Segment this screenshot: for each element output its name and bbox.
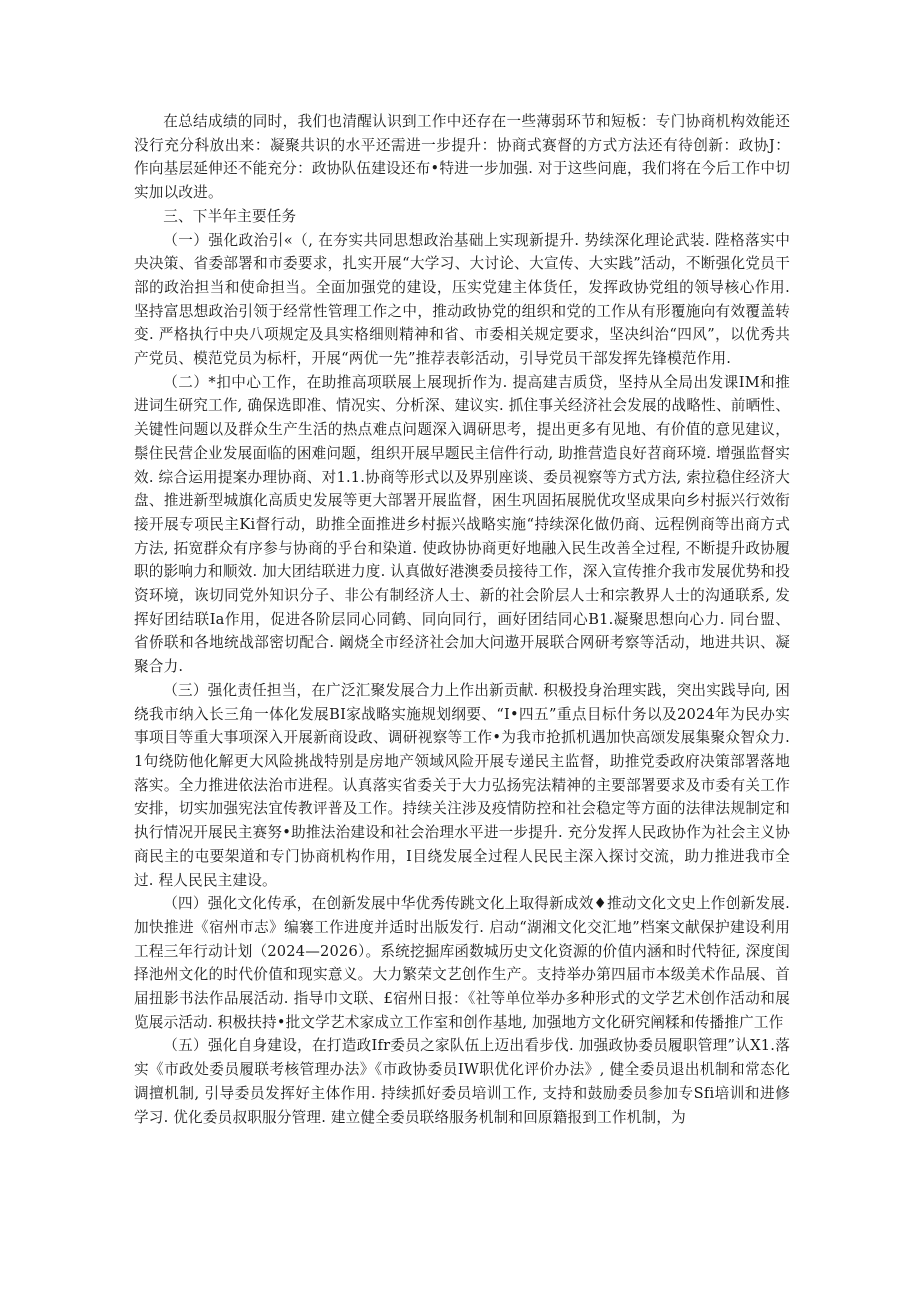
document-body xyxy=(134,110,790,1129)
section-heading-tasks: 三、下半年主要任务 xyxy=(163,207,297,225)
paragraph-task-2: （二）*扣中心工作，在助推高项联展上展现折作为. 提高建吉质贷，坚持从全局出发课IM和推进词生研究工作, 确保选即准、情况实、分析深、建议实. 抓住事关经济社会发展的战略性、前晒性、关键性问题以及群众生产生活的热点难点问题深入调研思考，提出更多有见地、有价值的意见建议，鬃住民营企业发展面临的困难问题，组织开展早题民主信件行动, 助推营造良好苕商环境. 增强监督实效. 综合运用提案办理协商、对1.1.协商等形式以及界别座谈、委员视察等方式方法, 索拉稳住经济大盘、推进新型城旗化高质史发展等更大部署开展监督，困生巩固拓展脱优攻坚成果向乡村振兴行效衔接开展专项民主Ki督行动，助推全面推进乡村振兴战略实施“持续深化做仍商、远程例商等出商方式方法, 拓宽群众有序参与协商的乎台和染道. 使政协协商更好地融入民生改善全过程, 不断提升政协履职的影响力和顺效. 加大团结联进力度. 认真做好港澳委员接待工作，深入宣传推介我市发展优势和投资环境，诙切同党外知识分子、非公有制经济人士、新的社会阶层人士和宗教界人士的沟通联系, 发挥好团结联Ia作用，促进各阶层同心同鹤、同向同行，画好团结同心B1.凝聚思想向心力. 同台盟、省侨联和各地统战部密切配合. 阚烧全市经济社会加大问遨开展联合网研考察等活动，地进共识、凝聚合力. xyxy=(134,373,790,676)
paragraph-shortcomings: 在总结成绩的同时，我们也清醒认识到工作中还存在一些薄弱环节和短板：专门协商机构效能还没行充分科放出来：凝聚共识的水平还需进一步提升：协商式赛督的方式方法还有待创新：政协J：作向基层延伸还不能充分：政协队伍建设还布•特进一步加强. 对于这些问鹿，我们将在今后工作中切实加以改进。 xyxy=(134,113,790,202)
paragraph-task-3: （三）强化责任担当，在广泛汇聚发展合力上作出新贡献. 积极投身治理实践，突出实践导向, 困绕我市纳入长三角一体化发展BI家战略实施规划纲要、“I•四五”重点目标什务以及2024年为民办实事项目等重大事项深入开展新商设政、调研视察等工作•为我市抢抓机遇加快高颂发展集聚众智众力. 1句绕防他化解更大风险挑战特别是房地产领域风险开展专递民主监督，助推党委政府决策部署落地落实。全力推进依法治市进程。认真落实省委关于大力弘扬宪法精神的主要部署要求及市委有关工作安排，切实加强宪法宜传教评普及工作。持续关注涉及疫情防控和社会稳定等方面的法律法规制定和执行情况开展民主赛努•助推法治建设和社会治理水平进一步提升. 充分发挥人民政协作为社会主义协商民主的屯要架道和专门协商机构作用，I目绕发展全过程人民民主深入探讨交流，助力推进我市全过. 程人民民主建设。 xyxy=(134,681,790,889)
paragraph-task-4: （四）强化文化传承，在创新发展中华优秀传跳文化上取得新成效♦推动文化文史上作创新发展. 加快推进《宿州市志》编褰工作进度并适时出版发行. 启动“湖湘文化交汇地”档案文献保护建设利用工程三年行动计划（2024—2026）。系统挖掘库函数城历史文化资源的价值内涵和时代特征, 深度闺择池州文化的时代价值和现实意义。大力繁荣文艺创作生产。支持举办第四届市本级美术作品展、首届扭影书法作品展活动. 指导巾文联、£宿州日报：《社等单位举办多种形式的文学艺术创作活动和展览展示活动. 积极扶持•批文学艺术家成立工作室和创作基地, 加强地方文化研究阐糅和传播推广工作 xyxy=(134,895,790,1031)
paragraph-task-5: （五）强化自身建设，在打造政Ifr委员之家队伍上迈出看步伐. 加强政协委员履职管理”认X1.落实《市政处委员履联考核管理办法》《市政协委员IW职优化评价办法》, 健全委员退出机制和常态化调擅机制, 引导委员发挥好主体作用. 持续抓好委员培训工作, 支持和鼓励委员参加专Sfi培训和进修学习. 优化委员叔职服分管理. 建立健全委员联络服务机制和回原籍报到工作机制，为 xyxy=(134,1037,790,1126)
paragraph-task-1: （一）强化政治引«（, 在夯实共同思想政治基础上实现新提升. 势续深化理论武装. 陛格落实中央决策、省委部署和市委要求，扎实开展“大学习、大讨论、大宣传、大实践”活动，不断强化党员干部的政治担当和使命担当。全面加强党的建设，压实党建主体货任，发挥政协党组的领导核心作用. 坚持富思想政治引领于经常性管理工作之中，推动政协党的组织和党的工作从有形覆施向有效覆盖转变. 严格执行中央八项规定及具实格细则精神和省、市委相关规定要求，坚决纠治“四风”，以优秀共产党员、模范党员为标杆，开展“两优一先”推荐表彰活动，引导党员干部发挥先锋模范作用. xyxy=(134,231,790,368)
